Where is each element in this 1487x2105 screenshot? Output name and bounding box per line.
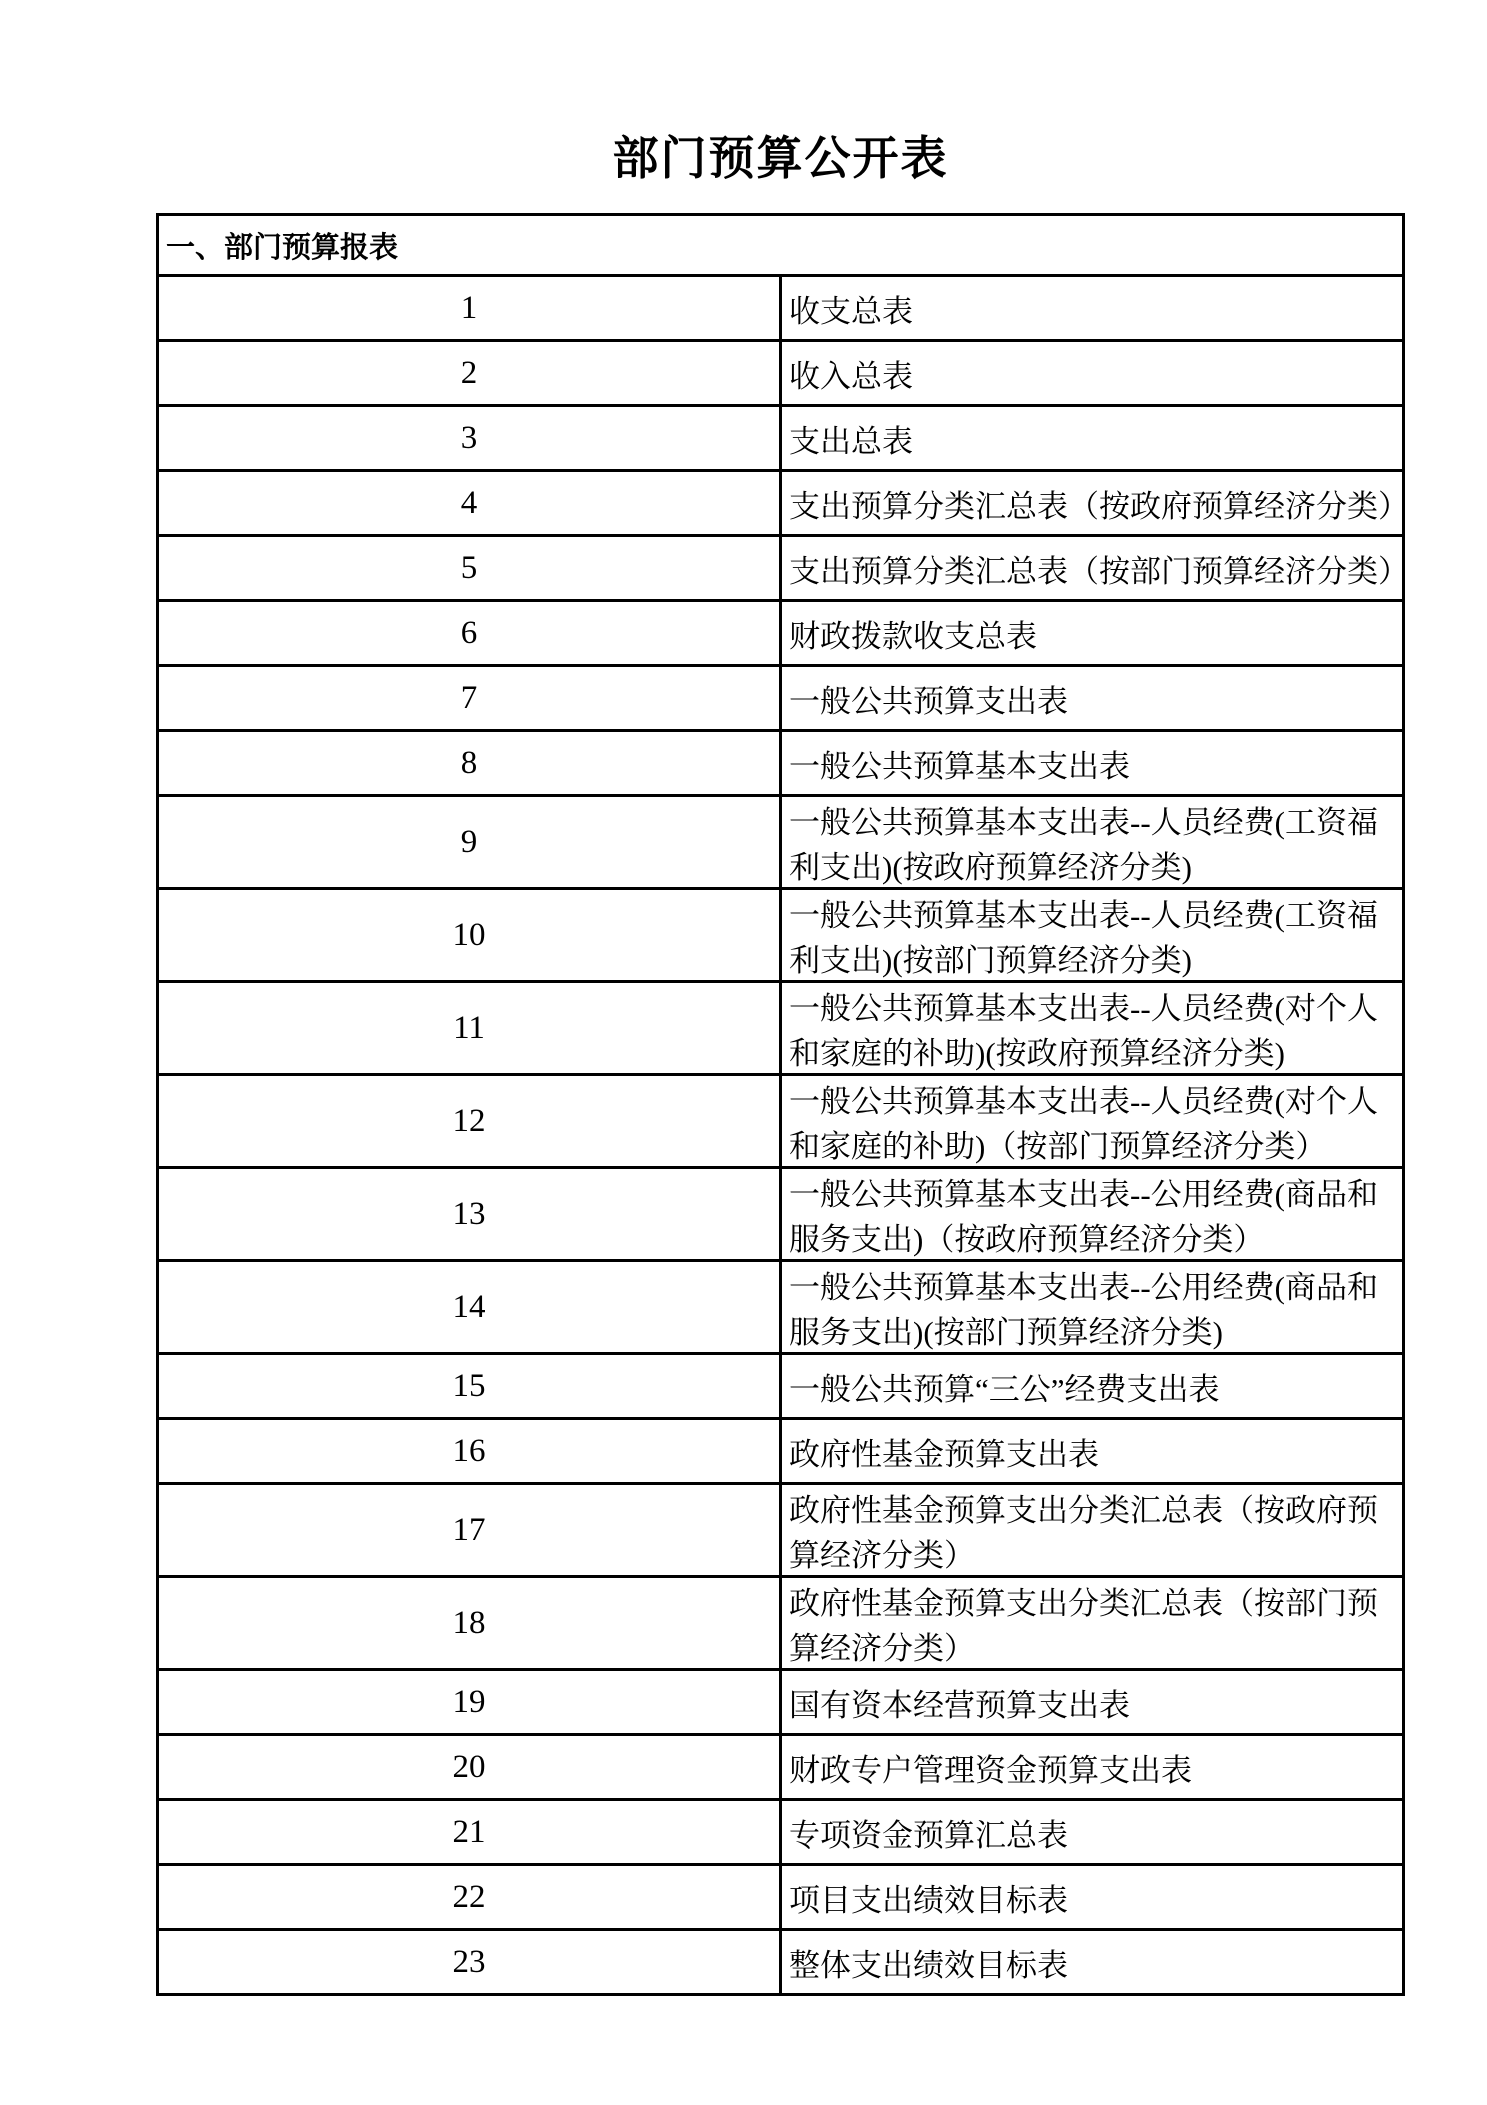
- budget-report-table-body: [158, 215, 1409, 1995]
- table-row: [158, 276, 1404, 341]
- table-row: [158, 1670, 1404, 1735]
- table-row: [158, 731, 1404, 796]
- section-header-row: [158, 215, 1404, 276]
- row-report-name: 一般公共预算基本支出表--人员经费(工资福利支出)(按政府预算经济分类): [781, 796, 1404, 889]
- table-row: [158, 1419, 1404, 1484]
- row-number: 23: [158, 1930, 781, 1995]
- row-report-name: 支出预算分类汇总表（按部门预算经济分类）: [781, 536, 1404, 601]
- row-report-name: 一般公共预算“三公”经费支出表: [781, 1354, 1404, 1419]
- table-row: [158, 889, 1404, 982]
- row-report-name: 收入总表: [781, 341, 1404, 406]
- row-report-name: 国有资本经营预算支出表: [781, 1670, 1404, 1735]
- row-report-name: 财政拨款收支总表: [781, 601, 1404, 666]
- table-row: [158, 341, 1404, 406]
- row-number: 18: [158, 1577, 781, 1670]
- row-number: 5: [158, 536, 781, 601]
- row-number: 17: [158, 1484, 781, 1577]
- table-row: [158, 796, 1404, 889]
- row-report-name: 支出预算分类汇总表（按政府预算经济分类）: [781, 471, 1404, 536]
- row-report-name: 一般公共预算基本支出表--公用经费(商品和服务支出)（按政府预算经济分类）: [781, 1168, 1404, 1261]
- row-number: 14: [158, 1261, 781, 1354]
- row-number: 6: [158, 601, 781, 666]
- table-row: [158, 471, 1404, 536]
- row-number: 19: [158, 1670, 781, 1735]
- row-report-name: 项目支出绩效目标表: [781, 1865, 1404, 1930]
- row-number: 9: [158, 796, 781, 889]
- row-report-name: 收支总表: [781, 276, 1404, 341]
- table-row: [158, 601, 1404, 666]
- table-row: [158, 1930, 1404, 1995]
- table-row: [158, 1800, 1404, 1865]
- section-header: 一、部门预算报表: [158, 215, 1404, 276]
- row-number: 16: [158, 1419, 781, 1484]
- row-report-name: 整体支出绩效目标表: [781, 1930, 1404, 1995]
- row-number: 4: [158, 471, 781, 536]
- row-number: 3: [158, 406, 781, 471]
- table-row: [158, 1484, 1404, 1577]
- table-row: [158, 666, 1404, 731]
- row-number: 11: [158, 982, 781, 1075]
- row-number: 22: [158, 1865, 781, 1930]
- row-number: 13: [158, 1168, 781, 1261]
- row-number: 15: [158, 1354, 781, 1419]
- table-row: [158, 536, 1404, 601]
- table-row: [158, 1261, 1404, 1354]
- table-row: [158, 1354, 1404, 1419]
- row-report-name: 一般公共预算支出表: [781, 666, 1404, 731]
- row-report-name: 一般公共预算基本支出表--人员经费(对个人和家庭的补助)（按部门预算经济分类）: [781, 1075, 1404, 1168]
- row-number: 10: [158, 889, 781, 982]
- row-report-name: 一般公共预算基本支出表: [781, 731, 1404, 796]
- table-row: [158, 982, 1404, 1075]
- table-row: [158, 406, 1404, 471]
- table-row: [158, 1577, 1404, 1670]
- table-row: [158, 1168, 1404, 1261]
- table-row: [158, 1075, 1404, 1168]
- row-report-name: 一般公共预算基本支出表--公用经费(商品和服务支出)(按部门预算经济分类): [781, 1261, 1404, 1354]
- row-number: 20: [158, 1735, 781, 1800]
- row-report-name: 政府性基金预算支出分类汇总表（按政府预算经济分类）: [781, 1484, 1404, 1577]
- row-number: 7: [158, 666, 781, 731]
- row-report-name: 政府性基金预算支出表: [781, 1419, 1404, 1484]
- table-row: [158, 1865, 1404, 1930]
- row-report-name: 专项资金预算汇总表: [781, 1800, 1404, 1865]
- page-title: 部门预算公开表: [612, 133, 949, 184]
- row-report-name: 一般公共预算基本支出表--人员经费(工资福利支出)(按部门预算经济分类): [781, 889, 1404, 982]
- row-number: 1: [158, 276, 781, 341]
- row-number: 2: [158, 341, 781, 406]
- budget-report-table: [156, 213, 1409, 1996]
- row-number: 8: [158, 731, 781, 796]
- row-report-name: 政府性基金预算支出分类汇总表（按部门预算经济分类）: [781, 1577, 1404, 1670]
- row-report-name: 一般公共预算基本支出表--人员经费(对个人和家庭的补助)(按政府预算经济分类): [781, 982, 1404, 1075]
- row-report-name: 支出总表: [781, 406, 1404, 471]
- row-number: 12: [158, 1075, 781, 1168]
- table-row: [158, 1735, 1404, 1800]
- row-number: 21: [158, 1800, 781, 1865]
- row-report-name: 财政专户管理资金预算支出表: [781, 1735, 1404, 1800]
